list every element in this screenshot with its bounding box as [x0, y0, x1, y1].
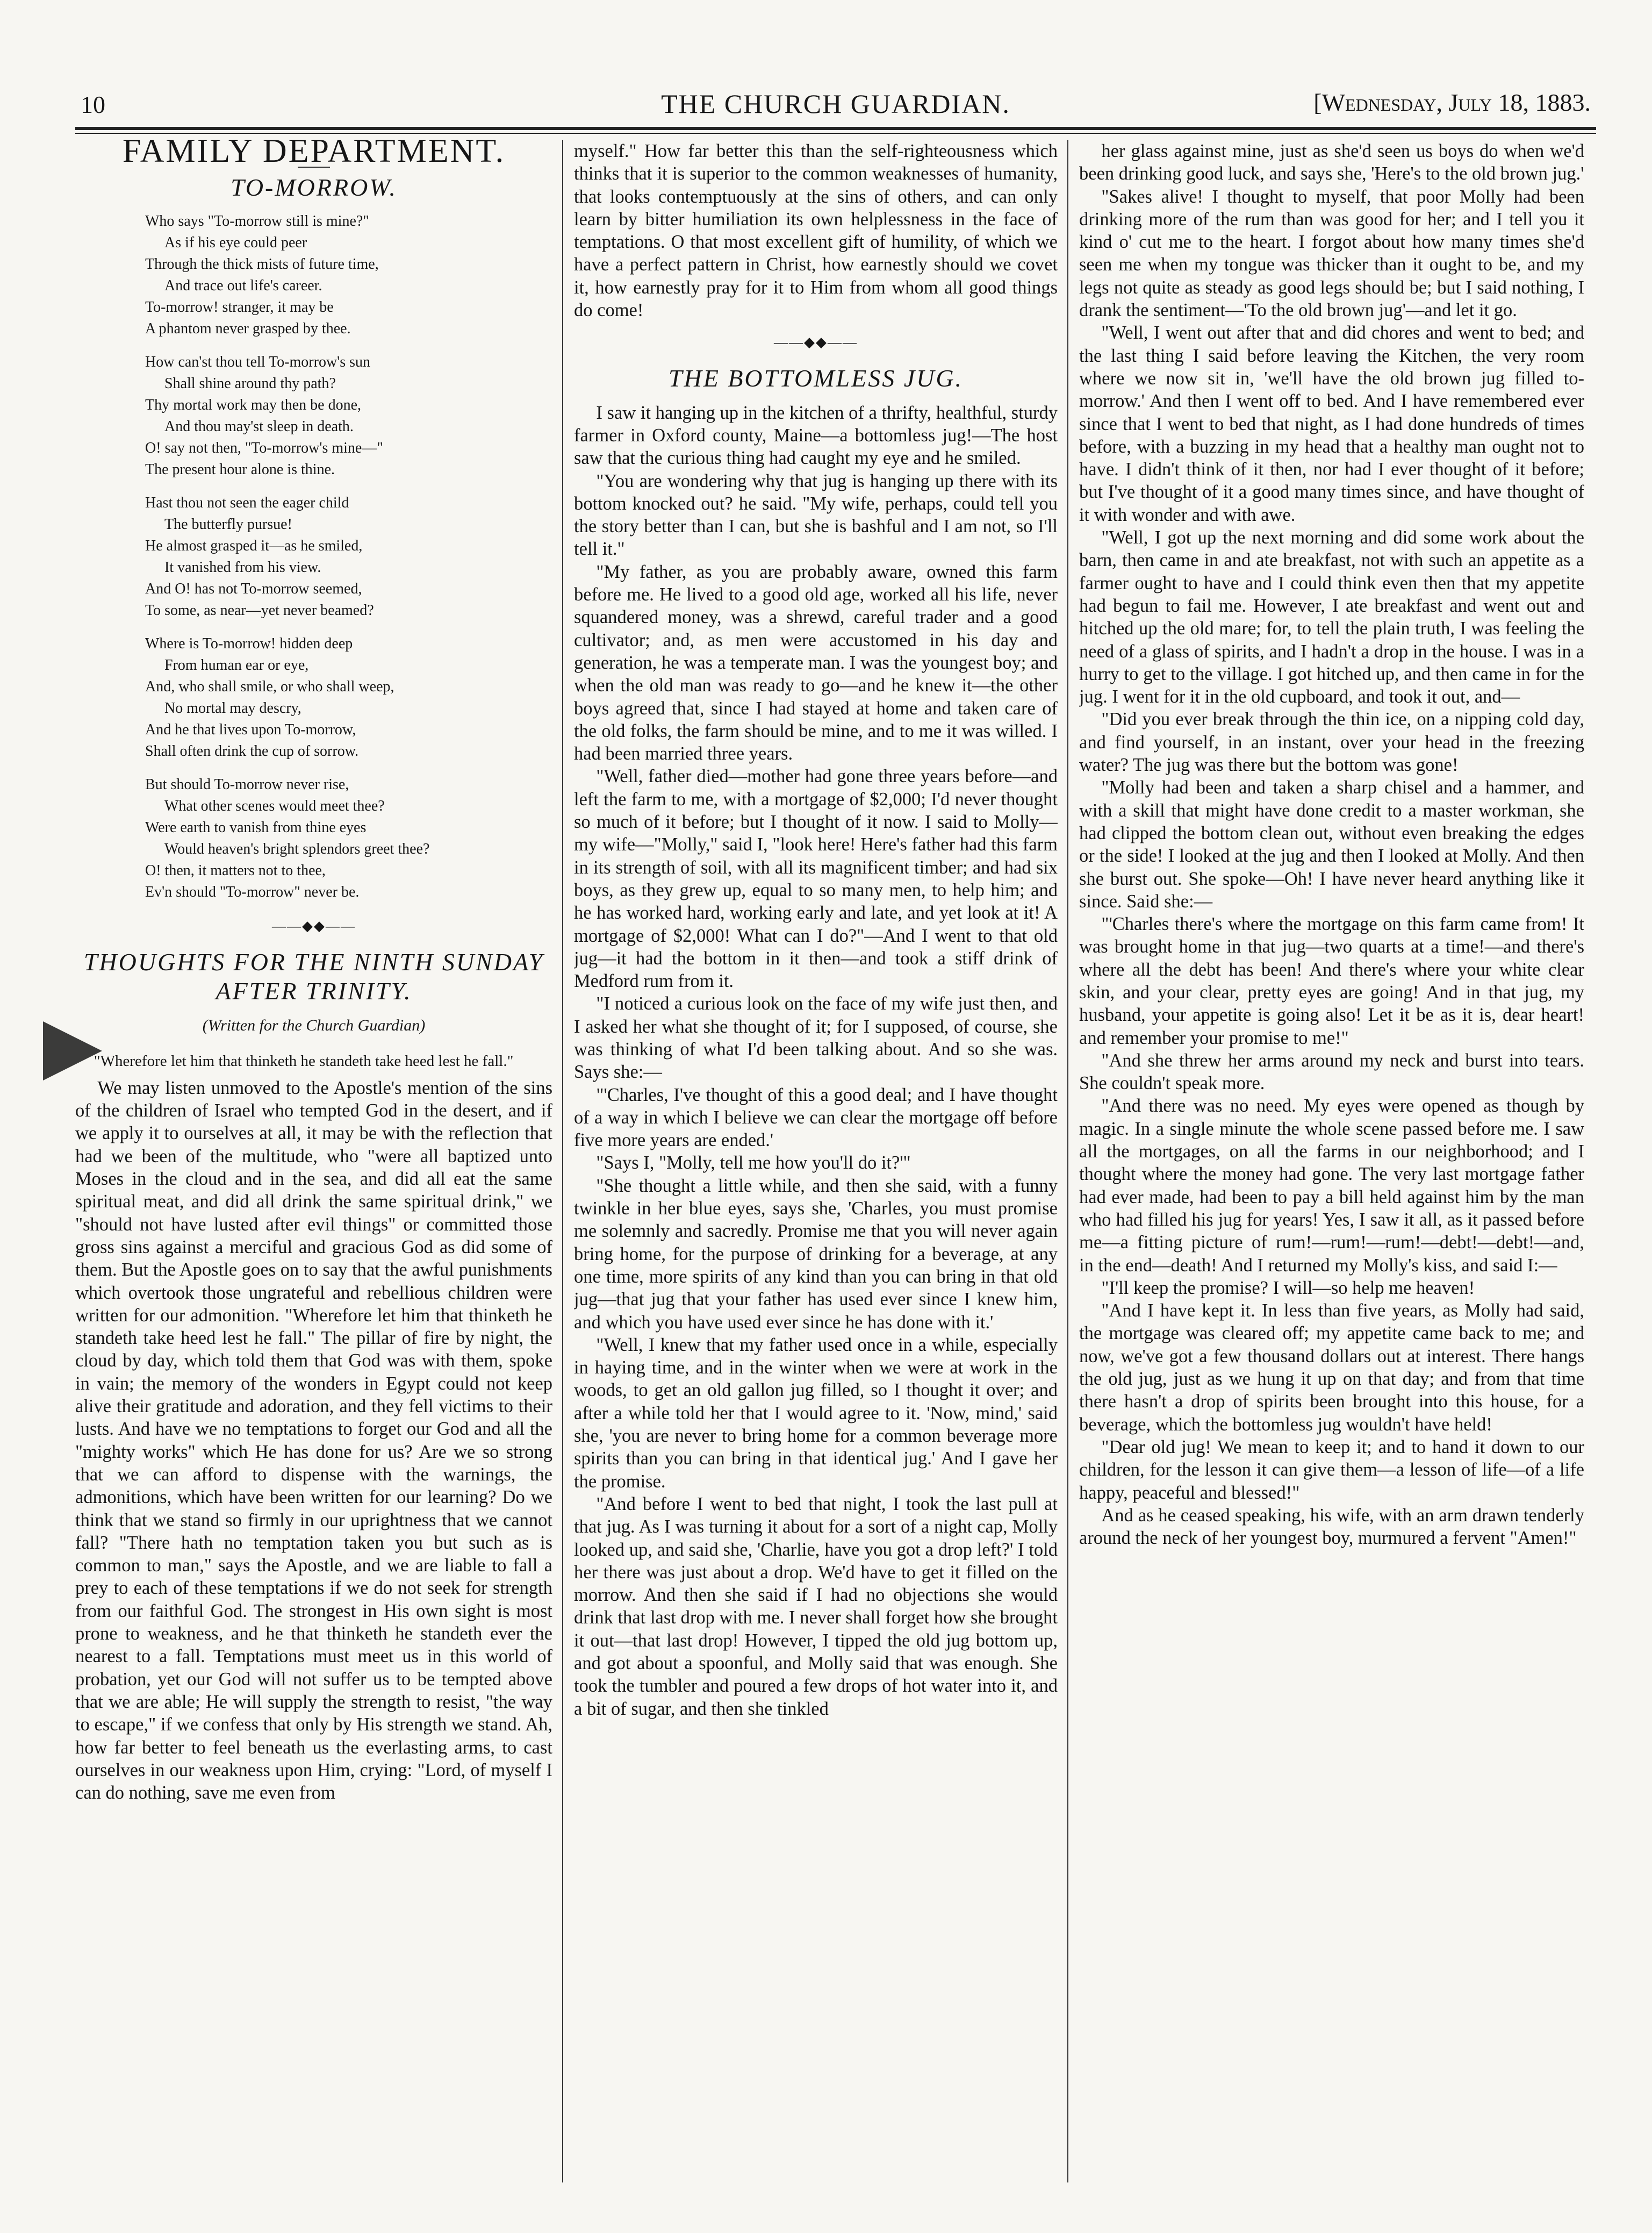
paragraph: I saw it hanging up in the kitchen of a thrifty, healthful, sturdy farmer in Oxford county, Maine—a bottomless jug!—The host saw that the curious thing had caught my eye and he smiled. — [574, 402, 1058, 469]
poem-line: But should To-morrow never rise, — [145, 776, 349, 793]
poem-line: And thou may'st sleep in death. — [164, 418, 354, 435]
poem-line: From human ear or eye, — [164, 657, 309, 674]
poem-stanza — [145, 633, 552, 762]
paragraph: "You are wondering why that jug is hanging up there with its bottom knocked out? he said. "My wife, perhaps, could tell you the story better than I can, but she is bashful and I am not, so I'll tell it." — [574, 470, 1058, 560]
story-body-continued — [1079, 140, 1584, 1549]
paragraph: "Did you ever break through the thin ice, on a nipping cold day, and find yourself, in an instant, over your head in the freezing water? The jug was there but the bottom was gone! — [1079, 709, 1584, 776]
paragraph: "Says I, "Molly, tell me how you'll do it?'" — [596, 1153, 911, 1173]
story-body — [574, 402, 1058, 1720]
poem-line: He almost grasped it—as he smiled, — [145, 538, 363, 555]
department-heading: FAMILY DEPARTMENT. — [122, 140, 506, 169]
story-title: THE BOTTOMLESS JUG. — [668, 364, 964, 392]
poem-line: And trace out life's career. — [164, 277, 322, 295]
column-divider — [1067, 140, 1068, 2182]
poem-line: As if his eye could peer — [164, 234, 307, 252]
poem-line: O! say not then, "To-morrow's mine—" — [145, 440, 383, 457]
poem-line: No mortal may descry, — [164, 700, 301, 717]
paragraph: "Well, I knew that my father used once in a while, especially in haying time, and in the winter when we were at work in the woods, to get an old gallon jug filled, so I thought it over; and after a while told her that I would agree to it. 'Now, mind,' said she, 'you are never to bring home for a common beverage more spirits than you can bring in that identical jug.' And I gave her the promise. — [574, 1334, 1058, 1492]
paragraph: "Well, father died—mother had gone three years before—and left the farm to me, with a mortgage of $2,000; I'd never thought so much of it before; but I thought of it now. I said to Molly—my wife—"Molly," said I, "look here! Here's father had this farm in its strength of soil, with all its magnificent timber; and had six boys, as they grew up, equal to so many men, to help him; and he has worked hard, working early and late, and yet look at it! A mortgage of $2,000! What can I do?"—And I went to that old jug—it had the bottom in it then—and took a stiff drink of Medford rum from it. — [574, 766, 1058, 992]
poem-line: Thy mortal work may then be done, — [145, 397, 362, 414]
poem-stanza — [145, 211, 552, 340]
paragraph: "And there was no need. My eyes were opened as though by magic. In a single minute the whole scene passed before me. I saw all the mortgages, on all the farms in our neighborhood; and I thought where the money had gone. The very last mortgage father had ever made, had been to pay a bill held against him by the man who had filled his jug for years! Yes, I saw it all, as it passed before me—a fitting picture of rum!—rum!—rum!—debt!—debt!—and, in the end—death! And I returned my Molly's kiss, and said I:— — [1079, 1096, 1584, 1276]
paragraph: "Sakes alive! I thought to myself, that poor Molly had been drinking more of the rum than was good for her; and I tell you it kind o' cut me to the heart. I forgot about how many times she'd seen me when my tongue was thicker than it ought to be, and my legs not quite as steady as good legs should be; but I said nothing, I drank the sentiment—'To the old brown jug'—and let it go. — [1079, 186, 1584, 321]
paragraph: "I'll keep the promise? I will—so help me heaven! — [1101, 1277, 1475, 1298]
poem-line: A phantom never grasped by thee. — [145, 320, 351, 338]
paragraph: And as he ceased speaking, his wife, with an arm drawn tenderly around the neck of her youngest boy, murmured a fervent "Amen!" — [1079, 1505, 1584, 1549]
paragraph: her glass against mine, just as she'd seen us boys do when we'd been drinking good luck, and says she, 'Here's to the old brown jug.' — [1079, 141, 1584, 184]
poem-line: Where is To-morrow! hidden deep — [145, 635, 353, 653]
poem-line: It vanished from his view. — [164, 559, 321, 576]
paragraph: "And before I went to bed that night, I took the last pull at that jug. As I was turning it about for a sort of a night cap, Molly looked up, and said she, 'Charlie, have you got a drop left?' I told her there was just about a drop. We'd have to get it filled on the morrow. And then she said if I had no objections she would drink that last drop with me. I never shall forget how she brought it out—that last drop! However, I tipped the old jug bottom up, and got about a spoonful, and Molly said that was enough. She took the tumbler and poured a few drops of hot water into it, and a bit of sugar, and then she tinkled — [574, 1493, 1058, 1719]
poem-line: To some, as near—yet never beamed? — [145, 602, 374, 619]
poem-line: Would heaven's bright splendors greet thee? — [164, 841, 430, 858]
issue-date: [Wednesday, July 18, 1883. — [1313, 89, 1591, 116]
epigraph: "Wherefore let him that thinketh he standeth take heed lest he fall." — [94, 1052, 514, 1070]
ornament-divider: ——◆◆—— — [272, 918, 356, 934]
column-1 — [75, 140, 552, 2182]
header-rule-thin — [75, 133, 1596, 134]
paragraph: "'Charles, I've thought of this a good deal; and I have thought of a way in which I believe we can clear the mortgage off before five more years are ended.' — [574, 1084, 1058, 1151]
poem-line: The butterfly pursue! — [164, 516, 292, 533]
paragraph: "And I have kept it. In less than five years, as Molly had said, the mortgage was cleared off; my appetite came back to me; and now, we've got a few thousand dollars out at interest. There hangs the old jug, just as we hung it up on that day; and from that time there hasn't a drop of spirits been brought into this house, for a beverage, which the bottomless jug wouldn't have held! — [1079, 1300, 1584, 1435]
article-title: THOUGHTS FOR THE NINTH SUNDAY AFTER TRINITY. — [83, 948, 544, 1005]
masthead-title: THE CHURCH GUARDIAN. — [661, 89, 1010, 119]
ornament-divider: ——◆◆—— — [774, 334, 858, 350]
poem-line: And O! has not To-morrow seemed, — [145, 581, 362, 598]
paragraph: "'Charles there's where the mortgage on this farm came from! It was brought home in that jug—two quarts at a time!—and there's where all the debt has been! And there's where your white clear skin, and your clear, pretty eyes are going! And in that jug, my husband, your appetite is going also! Let it be as it is, dear heart! and remember your promise to me!" — [1079, 914, 1584, 1048]
paragraph: "Molly had been and taken a sharp chisel and a hammer, and with a skill that might have done credit to a master workman, she had clipped the bottom clean out, without even breaking the edges or the side! I looked at the jug and then I looked at Molly. And then she burst out. She spoke—Oh! I have never heard anything like it since. Said she:— — [1079, 777, 1584, 912]
page-number: 10 — [81, 91, 105, 118]
poem-line: How can'st thou tell To-morrow's sun — [145, 354, 371, 371]
article-byline: (Written for the Church Guardian) — [202, 1016, 426, 1034]
poem-line: Hast thou not seen the eager child — [145, 495, 349, 512]
poem-line: And he that lives upon To-morrow, — [145, 721, 356, 739]
page-header — [75, 81, 1596, 124]
poem-title: TO-MORROW. — [231, 174, 397, 202]
paragraph: "And she threw her arms around my neck and burst into tears. She couldn't speak more. — [1079, 1050, 1584, 1094]
newspaper-page — [75, 81, 1596, 2193]
header-rule-thick — [75, 127, 1596, 130]
poem-stanza — [145, 774, 552, 903]
paragraph: "My father, as you are probably aware, owned this farm before me. He lived to a good old age, worked all his life, never squandered money, was a shrewd, careful trader and a good cultivator; and, as men were accustomed in his day and generation, he was a temperate man. I was the youngest boy; and when the old man was ready to go—and he knew it—the other boys agreed that, since I had stayed at home and taken care of the old folks, the farm should be mine, and to me it was willed. I had been married three years. — [574, 561, 1058, 764]
poem-stanza — [145, 492, 552, 621]
paragraph: "Well, I got up the next morning and did some work about the barn, then came in and ate breakfast, not with such an appetite as a farmer ought to have and I could think even then that my appetite had begun to fail me. However, I ate breakfast and went out and hitched up the old mare; for, to tell the plain truth, I was feeling the need of a glass of spirits, and I hadn't a drop in the house. I was in a hurry to get to the village. I got hitched up, and then came in for the jug. I went for it in the old cupboard, and took it out, and— — [1079, 527, 1584, 707]
poem-line: Shall shine around thy path? — [164, 375, 336, 392]
article-body — [75, 1077, 552, 1805]
article-continuation: myself." How far better this than the self-righteousness which thinks that it is superior to the common weaknesses of humanity, that looks contemptuously at the sins of others, and can only learn by bitter humiliation its own helplessness in the face of temptations. O that most excellent gift of humility, of which we have a perfect pattern in Christ, how earnestly should we covet it, how earnestly pray for it to Him from whom all good things do come! — [574, 141, 1058, 321]
paragraph: "Well, I went out after that and did chores and went to bed; and the last thing I said before leaving the Kitchen, the very room where we now sit in, 'we'll have the old brown jug filled to-morrow.' And then I went off to bed. And I have remembered ever since that I went to bed that night, as I had done hundreds of times before, with a buzzing in my head that a healthy man ought not to have. I didn't think of it then, nor had I ever thought of it before; but I've thought of it a good many times since, and have thought of it with wonder and with awe. — [1079, 323, 1584, 525]
paragraph: We may listen unmoved to the Apostle's mention of the sins of the children of Israel who tempted God in the desert, and if we apply it to ourselves at all, it may be with the reflection that had we been of the multitude, who "were all baptized unto Moses in the cloud and in the sea, and did all eat the same spiritual meat, and did all drink the same spiritual drink," we "should not have lusted after evil things" or committed those gross sins against a merciful and gracious God as did some of them. But the Apostle goes on to say that the awful punishments which overtook those ungrateful and rebellious children were written for our admonition. "Wherefore let him that thinketh he standeth take heed lest he fall." The pillar of fire by night, the cloud by day, which told them that God was with them, spoke in vain; the memory of the wonders in Egypt could not keep alive their gratitude and adoration, and they fell victims to their lusts. And have we no temptations to forget our God and all the "mighty works" which He has done for us? Are we so strong that we can afford to dispense with the warnings, the admonitions, which have been written for our learning? Do we think that we stand so firmly in our uprightness that we cannot fall? "There hath no temptation taken you but such as is common to man," says the Apostle, and we are liable to fall a prey to each of these temptations if we do not seek for strength from our faithful God. The strongest in His own sight is most prone to weakness, and he that thinketh he standeth ever the nearest to a fall. Temptations must meet us in this world of probation, yet our God will not suffer us to be tempted above that we are able; He will supply the strength to resist, "the way to escape," if we confess that only by His strength we stand. Ah, how far better to feel beneath us the everlasting arms, to cast ourselves in our weakness upon Him, crying: "Lord, of myself I can do nothing, save me even from — [75, 1077, 552, 1803]
poem-line: O! then, it matters not to thee, — [145, 862, 326, 879]
poem-line: The present hour alone is thine. — [145, 461, 335, 478]
poem-line: Shall often drink the cup of sorrow. — [145, 743, 359, 760]
poem-line: What other scenes would meet thee? — [164, 798, 385, 815]
paragraph: "Dear old jug! We mean to keep it; and to hand it down to our children, for the lesson it can give them—a lesson of life—of a life happy, peaceful and blessed!" — [1079, 1436, 1584, 1503]
column-3 — [1079, 140, 1584, 2182]
ink-blot — [43, 1021, 102, 1080]
poem-line: To-morrow! stranger, it may be — [145, 299, 334, 316]
poem-line: Through the thick mists of future time, — [145, 256, 379, 273]
paragraph: "She thought a little while, and then she said, with a funny twinkle in her blue eyes, says she, 'Charles, you must promise me solemnly and sacredly. Promise me that you will never again bring home, for the purpose of drinking for a beverage, at any one time, more spirits of any kind than you can bring in that old jug—that jug that your father has used ever since I knew him, and which you have used ever since he has done with it.' — [574, 1175, 1058, 1333]
poem-line: And, who shall smile, or who shall weep, — [145, 678, 394, 696]
paragraph: "I noticed a curious look on the face of my wife just then, and I asked her what she thought of it; for I supposed, of course, she was thinking of what I'd been talking about. And so she was. Says she:— — [574, 993, 1058, 1083]
poem-line: Who says "To-morrow still is mine?" — [145, 213, 369, 230]
column-2 — [574, 140, 1058, 2182]
poem — [75, 211, 552, 903]
column-divider — [562, 140, 563, 2182]
poem-stanza — [145, 352, 552, 481]
poem-line: Were earth to vanish from thine eyes — [145, 819, 367, 836]
poem-line: Ev'n should "To-morrow" never be. — [145, 884, 360, 901]
